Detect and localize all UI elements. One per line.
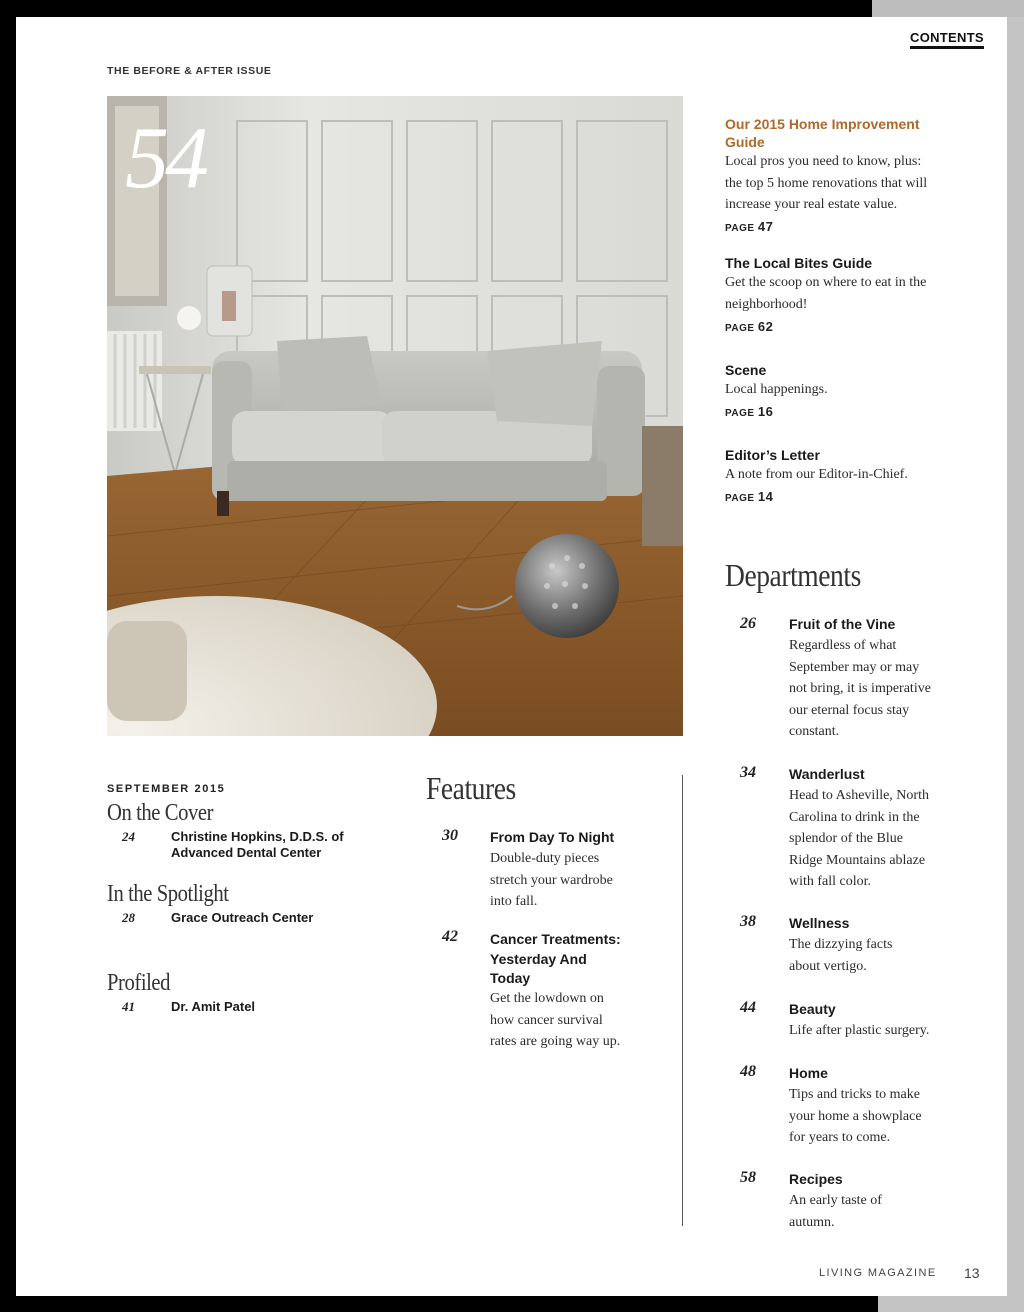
department-title[interactable]: Fruit of the Vine bbox=[789, 616, 896, 632]
spotlight-number: 28 bbox=[122, 910, 135, 925]
on-cover-number: 24 bbox=[122, 829, 135, 844]
page-number: 62 bbox=[757, 319, 774, 334]
department-number: 48 bbox=[740, 1063, 756, 1080]
guide-page bbox=[725, 404, 773, 419]
footer-page-number: 13 bbox=[964, 1265, 980, 1281]
contents-label: CONTENTS bbox=[910, 30, 984, 49]
department-desc: Head to Asheville, North Carolina to drink in the splendor of the Blue Ridge Mountains ablaze with fall color. bbox=[789, 788, 929, 889]
profiled-number: 41 bbox=[122, 999, 135, 1014]
profiled-heading: Profiled bbox=[107, 970, 171, 996]
department-number: 34 bbox=[740, 764, 756, 781]
guide-desc: A note from our Editor-in-Chief. bbox=[725, 467, 908, 482]
footer-magazine-name: LIVING MAGAZINE bbox=[819, 1267, 937, 1279]
department-title[interactable]: Recipes bbox=[789, 1171, 843, 1187]
frame-bottom-gray bbox=[878, 1296, 1007, 1312]
spotlight-title[interactable]: Grace Outreach Center bbox=[171, 910, 314, 925]
page-label: PAGE bbox=[725, 323, 755, 334]
feature-desc: Double-duty pieces stretch your wardrobe into fall. bbox=[490, 851, 613, 909]
department-title[interactable]: Wanderlust bbox=[789, 766, 865, 782]
feature-title[interactable]: Cancer Treatments: Yesterday And Today bbox=[490, 931, 621, 986]
guide-desc: Local happenings. bbox=[725, 382, 828, 397]
departments-heading: Departments bbox=[725, 557, 861, 593]
department-desc: An early taste of autumn. bbox=[789, 1193, 882, 1230]
department-number: 38 bbox=[740, 913, 756, 930]
page-label: PAGE bbox=[725, 408, 755, 419]
spotlight-heading: In the Spotlight bbox=[107, 881, 229, 907]
frame-top-gap bbox=[866, 0, 872, 17]
page-label: PAGE bbox=[725, 223, 755, 234]
department-desc: Life after plastic surgery. bbox=[789, 1023, 930, 1038]
issue-month: SEPTEMBER 2015 bbox=[107, 783, 226, 795]
guide-title[interactable]: The Local Bites Guide bbox=[725, 255, 873, 271]
department-title[interactable]: Wellness bbox=[789, 915, 850, 931]
profiled-title[interactable]: Dr. Amit Patel bbox=[171, 999, 256, 1014]
issue-label: THE BEFORE & AFTER ISSUE bbox=[107, 65, 272, 77]
cover-page-number: 54 bbox=[125, 110, 205, 207]
guide-page bbox=[725, 219, 773, 234]
frame-right-gray bbox=[1007, 17, 1024, 1312]
on-cover-heading: On the Cover bbox=[107, 800, 214, 826]
guide-page bbox=[725, 319, 773, 334]
frame-top-gray bbox=[872, 0, 1024, 17]
feature-desc: Get the lowdown on how cancer survival rates are going way up. bbox=[490, 991, 621, 1049]
guide-desc: Get the scoop on where to eat in the neighborhood! bbox=[725, 275, 927, 312]
on-cover-title[interactable]: Christine Hopkins, D.D.S. of Advanced Dental Center bbox=[171, 829, 344, 860]
department-desc: Tips and tricks to make your home a showplace for years to come. bbox=[789, 1087, 922, 1145]
features-heading: Features bbox=[426, 770, 516, 806]
guide-page bbox=[725, 489, 773, 504]
page-label: PAGE bbox=[725, 493, 755, 504]
guide-title[interactable]: Scene bbox=[725, 362, 767, 378]
feature-number: 30 bbox=[442, 827, 458, 844]
feature-number: 42 bbox=[442, 928, 458, 945]
guide-desc: Local pros you need to know, plus: the top 5 home renovations that will increase your real estate value. bbox=[725, 154, 928, 212]
guide-title[interactable]: Our 2015 Home Improvement Guide bbox=[725, 116, 920, 150]
department-desc: Regardless of what September may or may not bring, it is imperative our eternal focus stay constant. bbox=[789, 638, 931, 739]
department-desc: The dizzying facts about vertigo. bbox=[789, 937, 893, 974]
column-divider bbox=[682, 775, 683, 1226]
page-number: 16 bbox=[757, 404, 774, 419]
department-title[interactable]: Home bbox=[789, 1065, 828, 1081]
feature-title[interactable]: From Day To Night bbox=[490, 829, 615, 845]
page-number: 14 bbox=[757, 489, 774, 504]
department-number: 26 bbox=[740, 615, 756, 632]
department-title[interactable]: Beauty bbox=[789, 1001, 836, 1017]
page-number: 47 bbox=[757, 219, 774, 234]
guide-title[interactable]: Editor’s Letter bbox=[725, 447, 820, 463]
department-number: 58 bbox=[740, 1169, 756, 1186]
department-number: 44 bbox=[740, 999, 756, 1016]
